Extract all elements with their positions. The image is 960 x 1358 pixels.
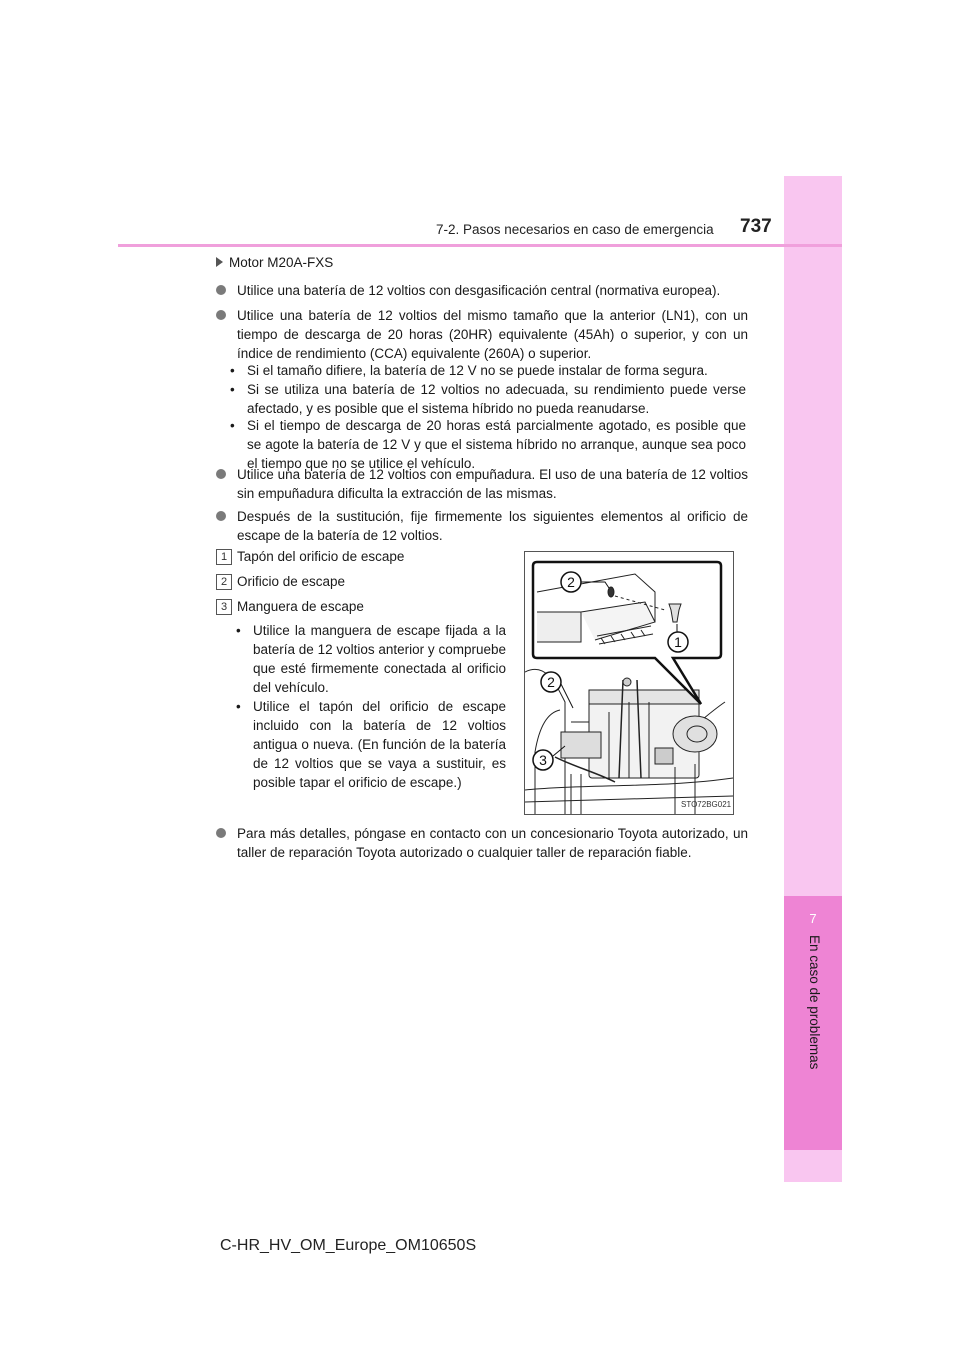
callout-2-bottom: 2: [547, 674, 555, 690]
hose-note-text: Utilice el tapón del orificio de escape incluido con la batería de 12 voltios antigua o nueva. (En función de la batería de 12 voltios que se vaya a sustituir, es posible tapar el orificio de escape.): [253, 699, 506, 790]
numbered-item-text: Manguera de escape: [237, 599, 364, 614]
callout-2-top: 2: [567, 574, 575, 590]
sub-note: [230, 361, 746, 380]
page-number: 737: [740, 216, 772, 237]
number-badge: 3: [216, 599, 232, 615]
chapter-title: En caso de problemas: [807, 935, 822, 1070]
callout-1: 1: [674, 634, 682, 650]
sub-note-marker: •: [230, 418, 235, 433]
sub-note-text: Si el tamaño difiere, la batería de 12 V no se puede instalar de forma segura.: [247, 363, 708, 378]
bullet-text: Después de la sustitución, fije firmemente los siguientes elementos al orificio de escape de la batería de 12 voltios.: [237, 509, 748, 543]
header-rule: [118, 244, 842, 247]
section-title: 7-2. Pasos necesarios en caso de emergencia: [436, 222, 714, 237]
hose-note-marker: •: [236, 699, 241, 714]
sub-note-marker: •: [230, 363, 235, 378]
bullet-text: Utilice una batería de 12 voltios con empuñadura. El uso de una batería de 12 voltios sin empuñadura dificulta la extracción de las mismas.: [237, 467, 748, 501]
hose-note: [236, 697, 506, 792]
bullet-item: [216, 281, 748, 300]
bullet-dot-icon: [216, 828, 226, 838]
numbered-item: [216, 547, 404, 566]
numbered-item-text: Tapón del orificio de escape: [237, 549, 405, 564]
engine-heading-text: Motor M20A-FXS: [229, 255, 334, 270]
callout-3: 3: [539, 752, 547, 768]
bullet-text: Utilice una batería de 12 voltios del mismo tamaño que la anterior (LN1), con un tiempo de descarga de 20 horas (20HR) equivalente (45Ah) o superior, y con un índice de rendimiento (CCA) equivalente (260A) o superior.: [237, 308, 748, 361]
number-badge: 2: [216, 574, 232, 590]
figure-code: STO72BG021: [681, 800, 732, 809]
triangle-icon: [216, 257, 223, 267]
engine-heading: [216, 255, 333, 270]
numbered-item-text: Orificio de escape: [237, 574, 346, 589]
chapter-number: 7: [809, 911, 817, 926]
document-footer: C-HR_HV_OM_Europe_OM10650S: [220, 1237, 477, 1254]
bullet-dot-icon: [216, 469, 226, 479]
sub-note-marker: •: [230, 382, 235, 397]
sub-note-text: Si el tiempo de descarga de 20 horas está parcialmente agotado, es posible que se agote la batería de 12 V y que el sistema híbrido no arranque, aunque sea poco el tiempo que no se utilice el vehículo.: [247, 418, 746, 471]
bullet-item: [216, 507, 748, 545]
bullet-text: Para más detalles, póngase en contacto con un concesionario Toyota autorizado, un taller de reparación Toyota autorizado o cualquier taller de reparación fiable.: [237, 826, 748, 860]
numbered-item: [216, 597, 364, 616]
number-badge: 1: [216, 549, 232, 565]
bullet-text: Utilice una batería de 12 voltios con desgasificación central (normativa europea).: [237, 283, 721, 298]
sub-note-text: Si se utiliza una batería de 12 voltios no adecuada, su rendimiento puede verse afectado, y es posible que el sistema híbrido no pueda reanudarse.: [247, 382, 746, 416]
bullet-dot-icon: [216, 310, 226, 320]
bullet-item: [216, 306, 748, 363]
bullet-dot-icon: [216, 285, 226, 295]
hose-note: [236, 621, 506, 697]
sub-note: [230, 380, 746, 418]
hose-note-text: Utilice la manguera de escape fijada a la batería de 12 voltios anterior y compruebe que esté firmemente conectada al orificio del vehículo.: [253, 623, 506, 695]
numbered-item: [216, 572, 345, 591]
bullet-item: [216, 465, 748, 503]
hose-note-marker: •: [236, 623, 241, 638]
bullet-item: [216, 824, 748, 862]
battery-illustration: [524, 551, 734, 815]
bullet-dot-icon: [216, 511, 226, 521]
